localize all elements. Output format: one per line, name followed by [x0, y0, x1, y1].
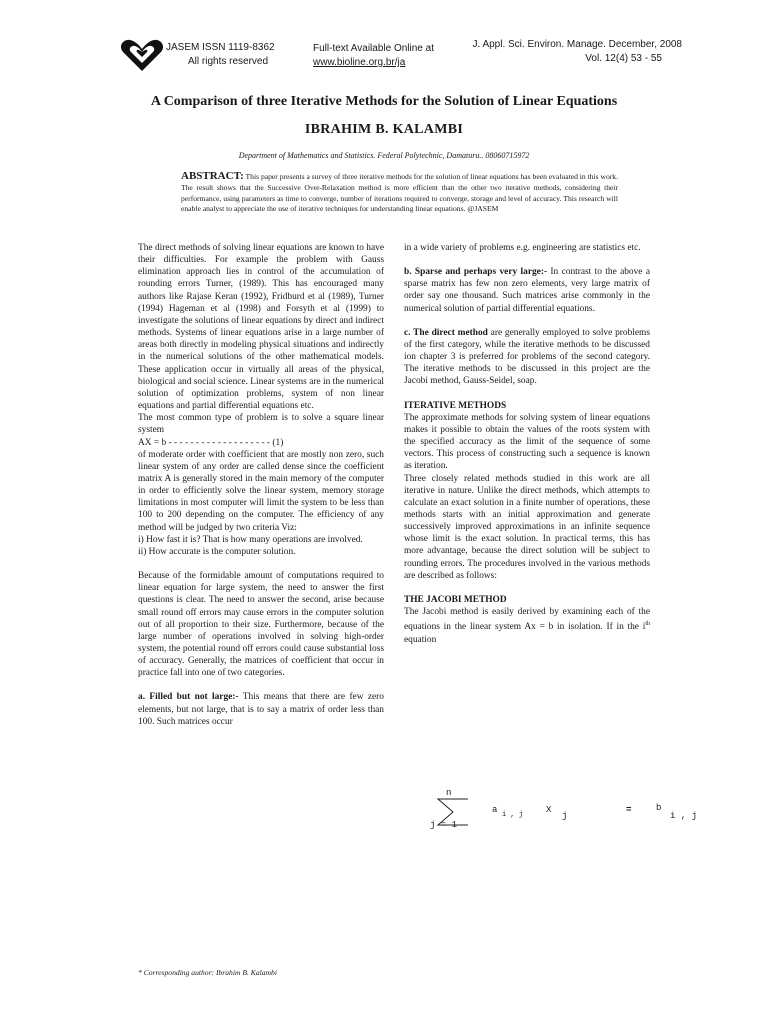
left-column [138, 242, 384, 728]
jacobi-equation [404, 784, 704, 834]
category-a-text: This means that there are few zero elements, but not large, that is to say a matrix of order less than 100. Such matrices occur [138, 692, 384, 727]
citation-line: J. Appl. Sci. Environ. Manage. December, 2008 [472, 39, 682, 50]
iterative-paragraph-2: Three closely related methods studied in this work are all iterative in nature. Unlike the direct methods, which attempts to calculate an exact solution in a finite number of operations, these methods starts with an initial approximation and generate successively improved approximations in an infinite sequence whose limit is the exact solution. In practical terms, this has more advantage, because the direct solution will be subject to rounding errors. The procedures involved in the various methods are described as follows: [404, 473, 650, 581]
iterative-methods-heading: ITERATIVE METHODS [404, 400, 507, 411]
coefficient-a: a [492, 805, 498, 815]
equals-sign: = [626, 805, 632, 815]
jacobi-text-end: equation [404, 634, 437, 645]
header-journal-info [166, 41, 275, 69]
header-online-info [313, 42, 434, 70]
computation-paragraph: Because of the formidable amount of computations required to linear equation for large system, the need to answer the first questions is clear. The need to answer the second, arise because small round off errors may cause errors in the computer solution out of all proportion to their size. Furthermore, because of the large number of operations involved in solving high-order system, the potential round off errors could cause substantial loss of accuracy. Generally, the matrices of coefficient that occur in practice fall into one of two categories. [138, 571, 384, 679]
category-b-text: In contrast to the above a sparse matrix has few non zero elements, very large matrix of order say one thousand. Such matrices arise commonly in the numerical solution of partial differential equations. [404, 267, 650, 314]
iterative-paragraph-1: The approximate methods for solving system of linear equations makes it possible to obtain the values of the roots system with the specified accuracy as the limit of the sequence of some vectors. This process of constructing such a sequence is known as iteration. [404, 412, 650, 472]
variable-x-subscript: j [562, 811, 568, 821]
constant-b-subscript: i , j [670, 811, 698, 821]
direct-method-paragraph [404, 327, 650, 388]
variable-x: X [546, 805, 552, 815]
abstract-text: This paper presents a survey of three iterative methods for the solution of linear equations has been evaluated in this work. The result shows that the Successive Over-Relaxation method is more efficient than the other two iterative methods, considering their performance, using parameters as time to converge, number of iterations required to converge, storage and level of accuracy. This research will enable analyst to appreciate the use of iterative techniques for understanding linear equations. @JASEM [181, 172, 618, 214]
fulltext-notice: Full-text Available Online at [313, 43, 434, 54]
abstract-label: ABSTRACT: [181, 170, 244, 182]
jacobi-heading: THE JACOBI METHOD [404, 594, 507, 605]
rights-notice: All rights reserved [188, 56, 269, 67]
direct-method-text: are generally employed to solve problems of the first category, while the iterative methods to be discussed ion chapter 3 is preferred for problems of the second category. The iterative methods to be discussed in this project are the Jacobi method, Gauss-Seidel, soap. [404, 327, 650, 387]
equation-1: AX = b - - - - - - - - - - - - - - - - - - - (1) [138, 437, 284, 448]
continued-paragraph: in a wide variety of problems e.g. engineering are statistics etc. [404, 243, 641, 253]
coefficient-a-subscript: i , j [502, 811, 524, 819]
dense-matrix-paragraph: of moderate order with coefficient that are mostly non zero, such linear system of any order are called dense since the coefficient matrix A is generally stored in the main memory of the computer in order to efficiently solve the linear system, memory storage limitations in most computer will limit the system to be less than 100 to 200 depending on the computer. The efficiency of any method will be judged by two criteria Viz: [138, 449, 384, 533]
author-affiliation: Department of Mathematics and Statistics. Federal Polytechnic, Damaturu.. 08060715972 [238, 151, 530, 160]
jacobi-text: The Jacobi method is easily derived by examining each of the equations in the linear system Ax = b in isolation. If in the i [404, 607, 650, 633]
category-a-label: a. Filled but not large:- [138, 692, 239, 703]
sum-upper-limit: n [446, 788, 452, 798]
intro-paragraph: The direct methods of solving linear equations are known to have their difficulties. For example the problem with Gauss elimination approach lies in control of the accumulation of rounding errors Turner, (1989). This has encouraged many authors like Rajase Keran (1992), Fridburd et al (1989), Turner (1994) Hageman et al (1998) and Forsyth et al (1999) to investigate the solutions of linear equations by direct and indirect methods. Systems of linear equations arise in a large number of areas both directly in modeling physical situations and indirectly in the numerical solutions of the other mathematical models. These application occur in virtually all areas of the physical, biological and social science. Linear systems are in the numerical solution of optimization problems, system of non linear equations and partial differential equations etc. [138, 243, 384, 412]
journal-issn: JASEM ISSN 1119-8362 [166, 42, 275, 53]
journal-url-link[interactable]: www.bioline.org.br/ja [313, 57, 406, 68]
paper-author: IBRAHIM B. KALAMBI [304, 122, 464, 137]
category-b-label: b. Sparse and perhaps very large:- [404, 267, 548, 278]
criteria-item-1: i) How fast it is? That is how many operations are involved. [138, 534, 363, 545]
corresponding-author-footnote: * Corresponding author: Ibrahim B. Kalambi [138, 968, 277, 977]
journal-logo-icon [120, 38, 164, 72]
jacobi-paragraph [404, 606, 650, 646]
paper-title: A Comparison of three Iterative Methods for the Solution of Linear Equations [150, 94, 618, 109]
abstract-block [181, 170, 618, 215]
right-column [404, 242, 650, 646]
superscript-th: th [645, 621, 650, 628]
direct-method-label: c. The direct method [404, 327, 488, 338]
constant-b: b [656, 803, 662, 813]
problem-paragraph: The most common type of problem is to solve a square linear system [138, 413, 384, 436]
category-b-paragraph [404, 266, 650, 315]
category-a-paragraph [138, 691, 384, 727]
volume-line: Vol. 12(4) 53 - 55 [585, 53, 662, 64]
header-citation [456, 38, 682, 66]
criteria-item-2: ii) How accurate is the computer solution. [138, 546, 296, 557]
sum-lower-limit: j = 1 [430, 820, 458, 830]
